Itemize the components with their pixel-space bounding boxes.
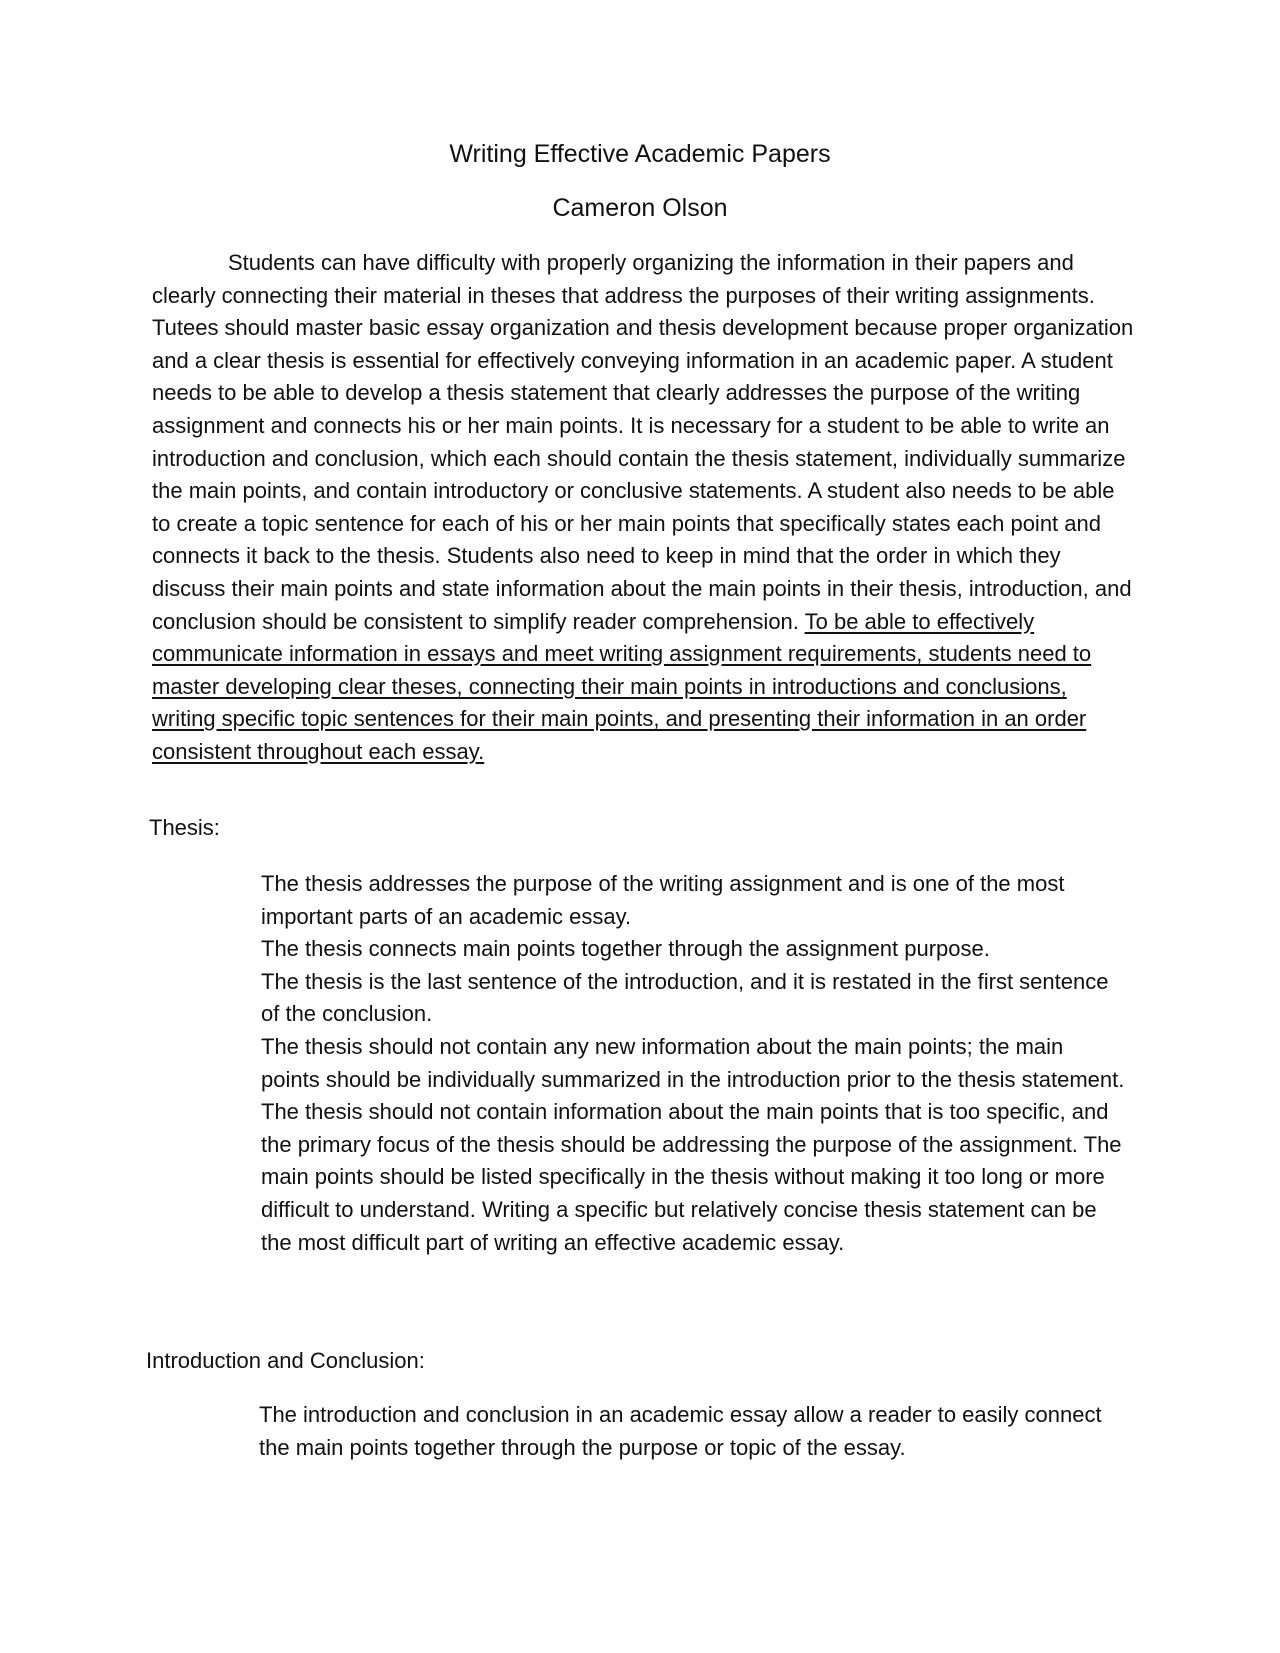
intro-paragraph	[152, 247, 1134, 769]
thesis-points-list	[261, 868, 1126, 1259]
list-item: The thesis addresses the purpose of the writing assignment and is one of the most important parts of an academic essay.	[261, 871, 1065, 929]
thesis-statement-underlined: To be able to effectively communicate information in essays and meet writing assignment requirements, students need to master developing clear theses, connecting their main points in introductions and conclusions, writing specific topic sentences for their main points, and presenting their information in an order consistent throughout each essay.	[152, 608, 1092, 764]
list-item: The thesis should not contain any new information about the main points; the main points should be individually summarized in the introduction prior to the thesis statement.	[261, 1033, 1125, 1092]
list-item: The thesis should not contain information about the main points that is too specific, and the primary focus of the thesis should be addressing the purpose of the assignment. The main points should be listed specifically in the thesis without making it too long or more difficult to understand. Writing a specific but relatively concise thesis statement can be the most difficult part of writing an effective academic essay.	[261, 1099, 1122, 1255]
document-author: Cameron Olson	[552, 194, 728, 222]
list-item: The introduction and conclusion in an academic essay allow a reader to easily connect the main points together through the purpose or topic of the essay.	[259, 1402, 1102, 1460]
list-item: The thesis is the last sentence of the introduction, and it is restated in the first sentence of the conclusion.	[261, 968, 1109, 1027]
section-heading-thesis: Thesis:	[149, 815, 220, 840]
document-title: Writing Effective Academic Papers	[449, 140, 831, 168]
intro-paragraph-text: Students can have difficulty with properly organizing the information in their papers and clearly connecting their material in theses that address the purposes of their writing assignments. Tutees should master basic essay organization and thesis development because proper organization and a clear thesis is essential for effectively conveying information in an academic paper. A student needs to be able to develop a thesis statement that clearly addresses the purpose of the writing assignment and connects his or her main points. It is necessary for a student to be able to write an introduction and conclusion, which each should contain the thesis statement, individually summarize the main points, and contain introductory or conclusive statements. A student also needs to be able to create a topic sentence for each of his or her main points that specifically states each point and connects it back to the thesis. Students also need to keep in mind that the order in which they discuss their main points and state information about the main points in their thesis, introduction, and conclusion should be consistent to simplify reader comprehension.	[152, 250, 1134, 634]
introduction-conclusion-points-list	[259, 1399, 1124, 1464]
section-heading-introduction-conclusion: Introduction and Conclusion:	[146, 1348, 425, 1373]
list-item: The thesis connects main points together through the assignment purpose.	[261, 936, 990, 962]
